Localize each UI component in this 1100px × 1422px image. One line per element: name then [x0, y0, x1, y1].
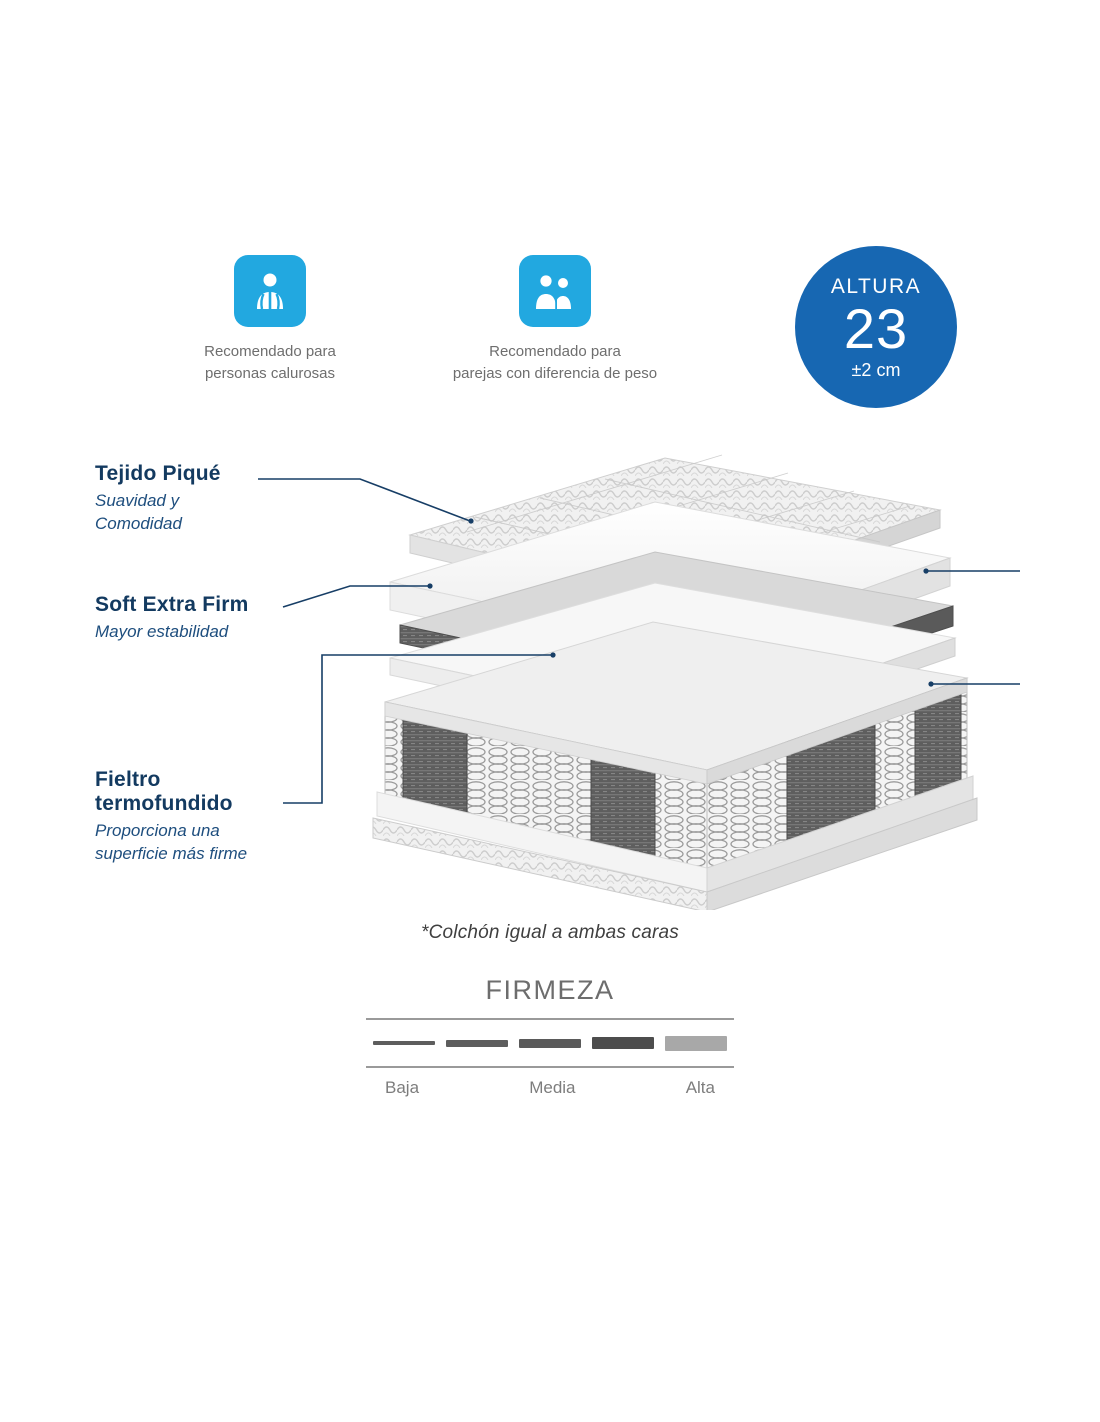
footnote: *Colchón igual a ambas caras — [420, 922, 680, 943]
firmness-title: FIRMEZA — [485, 975, 615, 1005]
callout-subtitle-line2: superficie más firme — [95, 844, 248, 864]
callout-fieltro-termofundido — [95, 768, 355, 866]
callout-subtitle-line1: Proporciona una — [95, 821, 220, 841]
firmness-labels — [385, 1078, 715, 1098]
badge-caption-line2: parejas con diferencia de peso — [452, 364, 658, 382]
firmness-bars — [365, 1020, 735, 1066]
couple-weight-difference-icon — [519, 255, 591, 327]
height-badge-value: 23 — [843, 296, 909, 360]
person-warm-icon — [234, 255, 306, 327]
badge-weight-difference-caption — [420, 341, 690, 385]
badge-weight-difference — [420, 255, 690, 385]
firmness-bar-2 — [446, 1040, 508, 1047]
callout-title — [95, 768, 355, 816]
firmness-bar-1 — [373, 1041, 435, 1045]
badge-warm-people-caption — [150, 341, 390, 385]
firmness-label-alta: Alta — [685, 1078, 715, 1097]
firmness-label-baja: Baja — [385, 1078, 420, 1097]
height-badge — [795, 246, 957, 408]
firmness-label-media: Media — [529, 1078, 576, 1097]
firmness-scale — [355, 975, 745, 1098]
callout-subtitle-line1: Mayor estabilidad — [95, 622, 229, 642]
badge-warm-people — [150, 255, 390, 385]
badge-caption-line1: Recomendado para — [204, 343, 336, 360]
callout-soft-extra-firm — [95, 593, 365, 644]
callout-tejido-pique — [95, 462, 355, 536]
callout-subtitle-line2: Comodidad — [95, 514, 182, 534]
callout-title: Soft Extra Firm — [95, 593, 249, 616]
badge-caption-line2: personas calurosas — [204, 364, 336, 382]
firmness-rule-bottom — [366, 1066, 734, 1068]
height-badge-label: ALTURA — [830, 274, 922, 298]
firmness-bar-3 — [519, 1039, 581, 1048]
badge-caption-line1: Recomendado para — [489, 343, 621, 360]
callout-subtitle — [95, 820, 355, 866]
firmness-bar-4 — [592, 1037, 654, 1049]
height-badge-tolerance: ±2 cm — [851, 359, 901, 380]
firmness-bar-5 — [665, 1036, 727, 1051]
mattress-exploded-illustration — [355, 440, 995, 910]
callout-title: Tejido Piqué — [95, 462, 221, 485]
callout-subtitle-line1: Suavidad y — [95, 491, 180, 511]
callout-subtitle — [95, 621, 365, 644]
callout-subtitle — [95, 490, 355, 536]
callout-title-line1: Fieltro — [95, 768, 161, 791]
callout-title-line2: termofundido — [95, 792, 233, 816]
